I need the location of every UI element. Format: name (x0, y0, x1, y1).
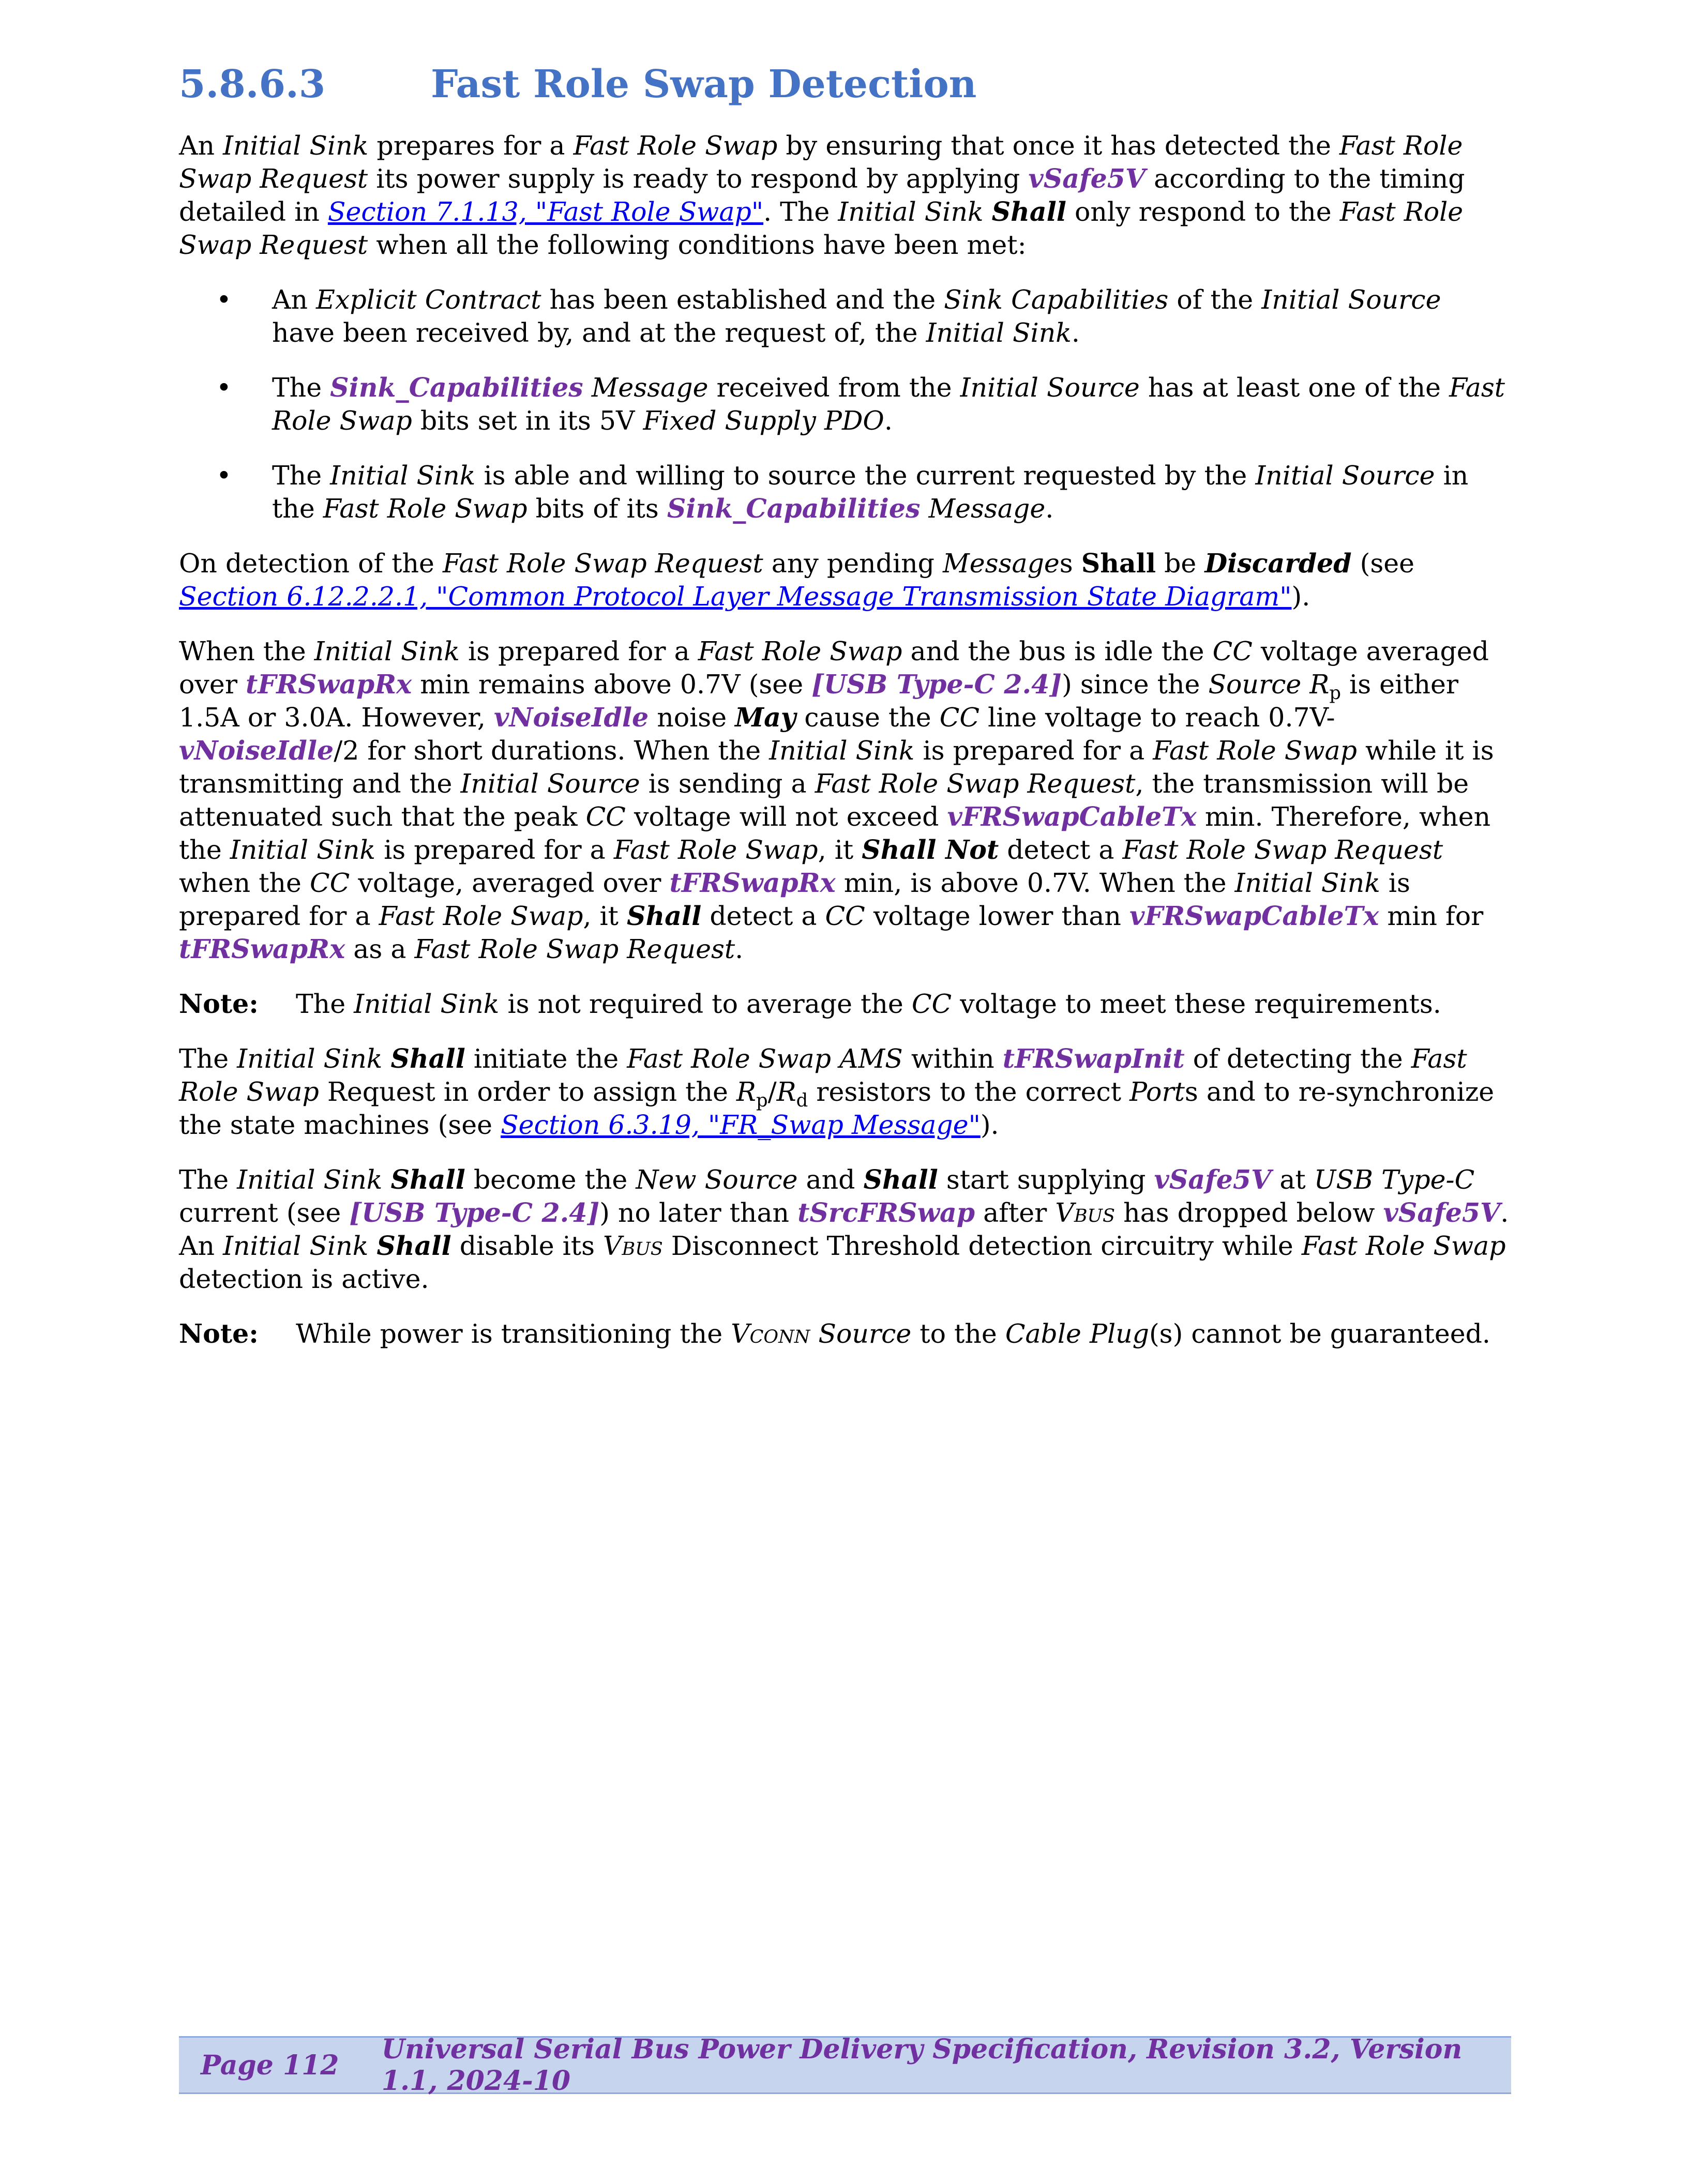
link-protocol-state-diagram[interactable]: Section 6.12.2.2.1, "Common Protocol Layer Message Transmission State Diagram" (179, 581, 1292, 612)
section-number: 5.8.6.3 (179, 62, 326, 107)
link-fr-swap-message[interactable]: Section 6.3.19, "FR_Swap Message" (501, 1110, 981, 1140)
link-usb-typec[interactable]: [USB Type-C 2.4] (349, 1197, 600, 1228)
term-sink-capabilities: Sink_Capabilities (330, 372, 583, 403)
page-number: Page 112 (201, 2049, 339, 2081)
note-label: Note: (179, 1318, 259, 1349)
link-fast-role-swap[interactable]: Section 7.1.13, "Fast Role Swap" (327, 196, 764, 227)
term-vnoiseidle: vNoiseIdle (493, 702, 649, 733)
list-item: • An Explicit Contract has been established and the Sink Capabilities of the Initial Source have been received by, and at the request of, the Initial Sink. (216, 284, 1441, 348)
term-vsafe5v: vSafe5V (1383, 1197, 1501, 1228)
footer-title: Universal Serial Bus Power Delivery Specification, Revision 3.2, Version 1.1, 2024-10 (381, 2034, 1463, 2097)
section-heading (179, 62, 1511, 107)
term-vfrswapcabletx: vFRSwapCableTx (1129, 901, 1379, 931)
paragraph-cc-voltage: When the Initial Sink is prepared for a Fast Role Swap and the bus is idle the CC voltage averaged over tFRSwapRx min remains above 0.7V (see [USB Type-C 2.4]) since the Source $R_p$ is either 1.5A or 3.0A. However, vNoiseIdle noise May cause the CC line voltage to reach 0.7V-vNoiseIdle/2 for short durations. When the Initial Sink is prepared for a Fast Role Swap while it is transmitting and the Initial Source is sending a Fast Role Swap Request, the transmission will be attenuated such that the peak CC voltage will not exceed vFRSwapCableTx min. Therefore, when the Initial Sink is prepared for a Fast Role Swap, it Shall Not detect a Fast Role Swap Request when the CC voltage, averaged over tFRSwapRx min, is above 0.7V. When the Initial Sink is prepared for a Fast Role Swap, it Shall detect a CC voltage lower than vFRSwapCableTx min for tFRSwapRx as a Fast Role Swap Request. (179, 636, 1494, 964)
section-title: Fast Role Swap Detection (431, 62, 977, 107)
document-page (179, 62, 1511, 1372)
term-tfrswaprx: tFRSwapRx (669, 868, 836, 898)
paragraph-new-source: The Initial Sink Shall become the New Source and Shall start supplying vSafe5V at USB Type-C current (see [USB Type-C 2.4]) no later than tSrcFRSwap after Vbus has dropped below vSafe5V. An Initial Sink Shall disable its Vbus Disconnect Threshold detection circuitry while Fast Role Swap detection is active. (179, 1164, 1509, 1294)
term-vnoiseidle: vNoiseIdle (179, 735, 334, 766)
list-item: • The Sink_Capabilities Message received from the Initial Source has at least one of the Fast Role Swap bits set in its 5V Fixed Supply PDO. (216, 372, 1505, 436)
note-cc-average: Note: The Initial Sink is not required to average the CC voltage to meet these requirements. (179, 988, 1511, 1021)
term-vsafe5v: vSafe5V (1028, 163, 1146, 194)
note-label: Note: (179, 989, 259, 1019)
list-item: • The Initial Sink is able and willing to source the current requested by the Initial Source in the Fast Role Swap bits of its Sink_Capabilities Message. (216, 460, 1469, 524)
term-sink-capabilities: Sink_Capabilities (667, 493, 921, 524)
paragraph-intro: An Initial Sink prepares for a Fast Role Swap by ensuring that once it has detected the Fast Role Swap Request its power supply is ready to respond by applying vSafe5V according to the timing detailed in Section 7.1.13, "Fast Role Swap". The Initial Sink Shall only respond to the Fast Role Swap Request when all the following conditions have been met: (179, 130, 1465, 260)
term-tfrswaprx: tFRSwapRx (179, 934, 345, 964)
conditions-list (179, 283, 1511, 525)
paragraph-discard: On detection of the Fast Role Swap Request any pending Messages Shall be Discarded (see Section 6.12.2.2.1, "Common Protocol Layer Message Transmission State Diagram"). (179, 548, 1415, 612)
term-tfrswapinit: tFRSwapInit (1002, 1043, 1185, 1074)
link-usb-typec[interactable]: [USB Type-C 2.4] (811, 669, 1062, 700)
term-vfrswapcabletx: vFRSwapCableTx (947, 801, 1197, 832)
term-tfrswaprx: tFRSwapRx (246, 669, 412, 700)
term-vsafe5v: vSafe5V (1154, 1164, 1272, 1195)
paragraph-ams: The Initial Sink Shall initiate the Fast Role Swap AMS within tFRSwapInit of detecting the Fast Role Swap Request in order to assign the $R_p/R_d$ resistors to the correct Ports and to re-synchronize the state machines (see Section 6.3.19, "FR_Swap Message"). (179, 1043, 1495, 1140)
note-vconn: Note: While power is transitioning the Vconn Source to the Cable Plug(s) cannot be guaranteed. (179, 1317, 1511, 1351)
term-tsrcfrswap: tSrcFRSwap (797, 1197, 975, 1228)
page-footer (179, 2034, 1511, 2097)
